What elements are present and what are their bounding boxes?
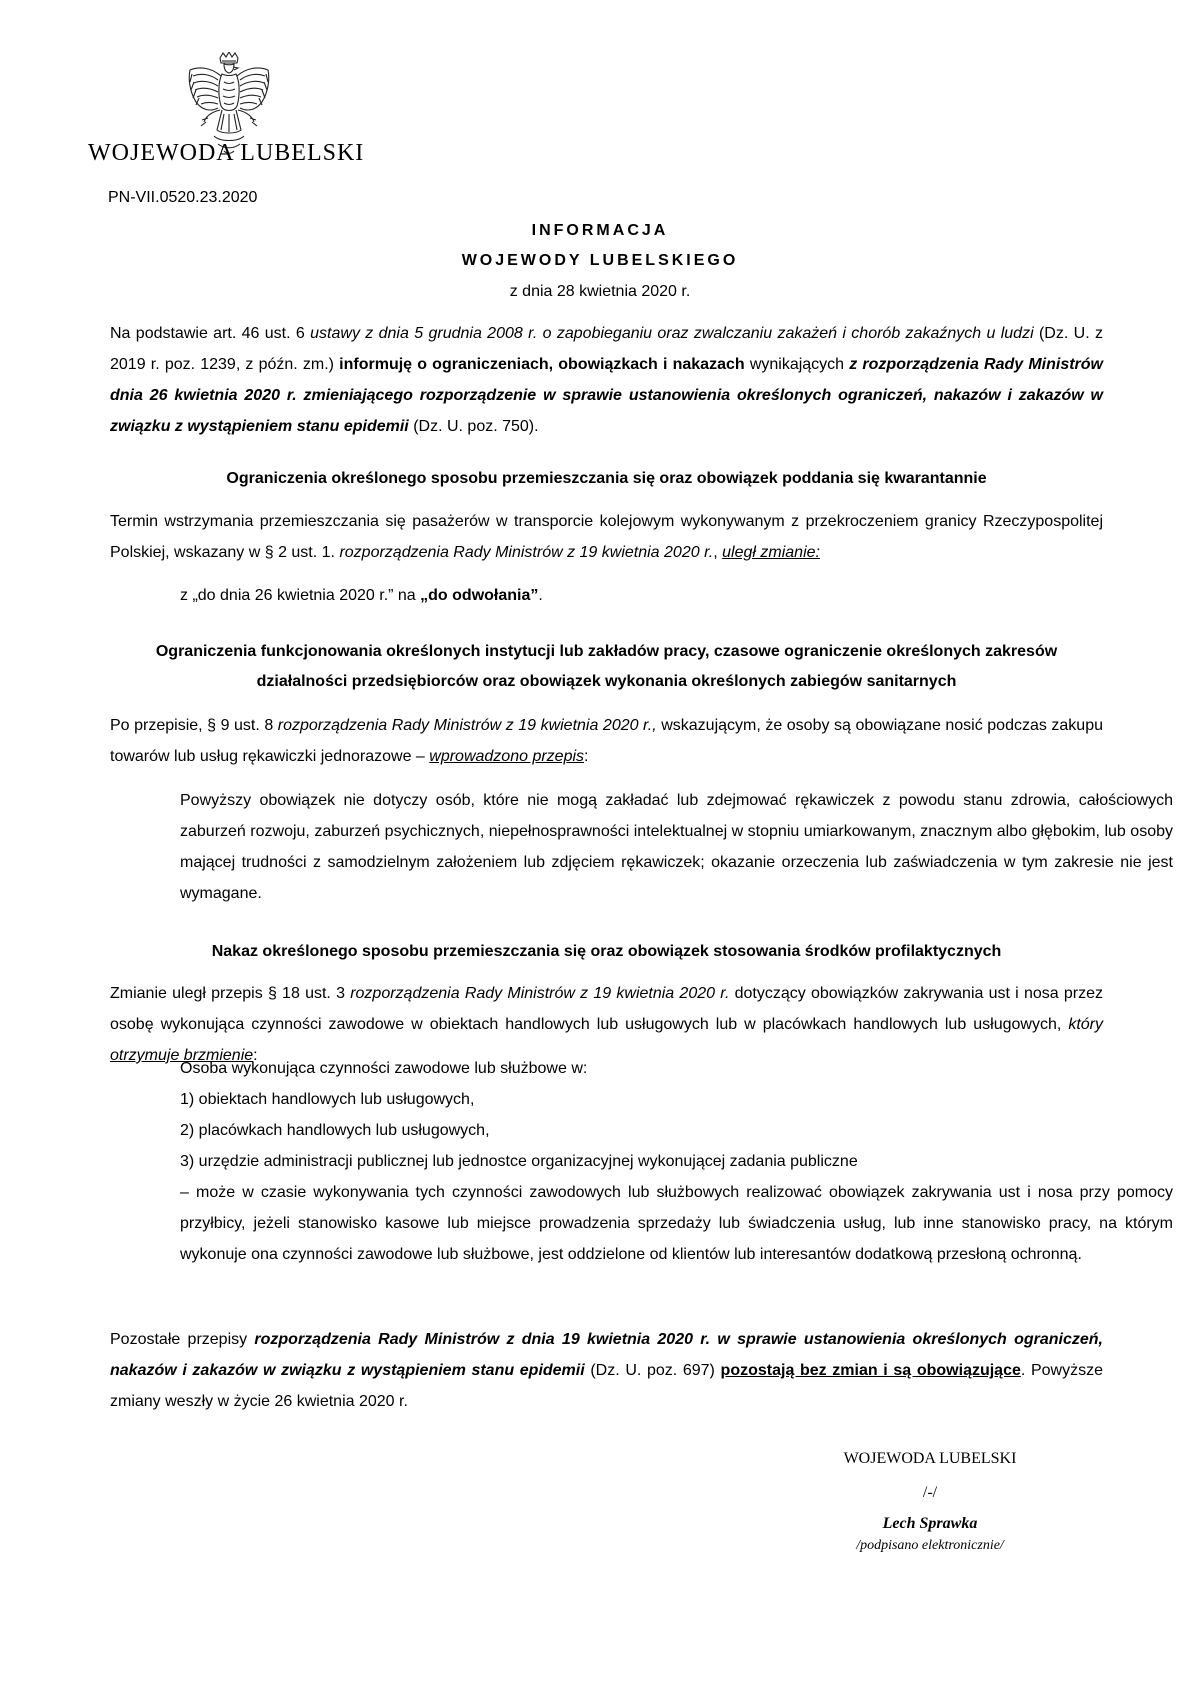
intro-emphasis: informuję o ograniczeniach, obowiązkach i nakazach (339, 356, 745, 373)
quoted-provision (110, 1053, 1173, 1270)
status-emphasis: pozostają bez zmian i są obowiązujące (720, 1362, 1021, 1379)
closing-paragraph (110, 1324, 1103, 1417)
paragraph-text: Termin wstrzymania przemieszczania się pasażerów w transporcie kolejowym wykonywanym z przekroczeniem granicy Rzeczypospolitej Polskiej, wskazany w § 2 ust. 1. (110, 513, 1103, 561)
issuing-authority: WOJEWODA LUBELSKI (88, 140, 365, 166)
list-item: 3) urzędzie administracji publicznej lub jednostce organizacyjnej wykonującej zadania publiczne (180, 1153, 858, 1170)
case-number: PN-VII.0520.23.2020 (108, 189, 258, 206)
quoted-text: Osoba wykonująca czynności zawodowe lub służbowe w: (180, 1060, 588, 1077)
paragraph-text: Zmianie uległ przepis § 18 ust. 3 (110, 985, 351, 1002)
document-date: z dnia 28 kwietnia 2020 r. (509, 283, 691, 300)
intro-text: Na podstawie art. 46 ust. 6 (110, 325, 311, 342)
paragraph-text: Po przepisie, § 9 ust. 8 (110, 717, 278, 734)
change-detail (110, 580, 1173, 611)
signatory-title: WOJEWODA LUBELSKI (843, 1450, 1017, 1467)
intro-text: (Dz. U. z 2019 r. poz. 1239, z późn. zm.) (110, 325, 1103, 373)
change-note: wprowadzono przepis (429, 748, 585, 765)
regulation-reference: rozporządzenia Rady Ministrów z 19 kwietnia 2020 r. (339, 544, 714, 561)
document-title: INFORMACJA (531, 222, 669, 239)
paragraph-text: : (253, 1047, 258, 1064)
signatory-name: Lech Sprawka (882, 1515, 978, 1532)
paragraph-text: z „do dnia 26 kwietnia 2020 r.” na (180, 587, 421, 604)
section-heading: Nakaz określonego sposobu przemieszczania się oraz obowiązek stosowania środków profilaktycznych (211, 943, 1002, 960)
paragraph-text: : (584, 748, 589, 765)
change-note: uległ zmianie: (722, 544, 820, 561)
quoted-text: – może w czasie wykonywania tych czynności zawodowych lub służbowych realizować obowiązek zakrywania ust i nosa przy pomocy przyłbicy, jeżeli stanowisko kasowe lub miejsce prowadzenia sprzedaży lub świadczenia usług, lub inne stanowisko pracy, na którym wykonuje ona czynności zawodowe lub służbowe, jest oddzielone od klientów lub interesantów dodatkową przesłoną ochronną. (180, 1184, 1173, 1263)
section-heading: Ograniczenia funkcjonowania określonych instytucji lub zakładów pracy, czasowe ograniczenie określonych zakresów działalności przedsiębiorców oraz obowiązek wykonania określonych zabiegów sanitarnych (155, 643, 1058, 690)
section-heading: Ograniczenia określonego sposobu przemieszczania się oraz obowiązek poddania się kwarantannie (226, 470, 987, 487)
paragraph-text: , (713, 544, 723, 561)
intro-paragraph (110, 318, 1103, 442)
paragraph-text: . Powyższe zmiany weszły w życie 26 kwietnia 2020 r. (110, 1362, 1104, 1410)
quoted-provision (110, 785, 1173, 909)
electronic-signature-note: /podpisano elektronicznie/ (856, 1538, 1004, 1553)
paragraph-text: Pozostałe przepisy (110, 1331, 255, 1348)
change-emphasis: „do odwołania” (420, 587, 539, 604)
list-item: 1) obiektach handlowych lub usługowych, (180, 1091, 475, 1108)
section-paragraph (110, 710, 1103, 772)
act-reference: ustawy z dnia 5 grudnia 2008 r. o zapobieganiu oraz zwalczaniu zakażeń i chorób zakaźnych u ludzi (310, 325, 1034, 342)
quoted-text: Powyższy obowiązek nie dotyczy osób, które nie mogą zakładać lub zdejmować rękawiczek z powodu stanu zdrowia, całościowych zaburzeń rozwoju, zaburzeń psychicznych, niepełnosprawności intelektualnej w stopniu umiarkowanym, znacznym albo głębokim, lub osoby mającej trudności z samodzielnym założeniem lub zdjęciem rękawiczek; okazanie orzeczenia lub zaświadczenia w tym zakresie nie jest wymagane. (180, 792, 1173, 902)
regulation-reference: rozporządzenia Rady Ministrów z dnia 19 kwietnia 2020 r. w sprawie ustanowienia określonych ograniczeń, nakazów i zakazów w związku z wystąpieniem stanu epidemii (110, 1331, 1104, 1379)
paragraph-text: wskazującym, że osoby są obowiązane nosić podczas zakupu towarów lub usług rękawiczki jednorazowe – (110, 717, 1103, 765)
paragraph-text: dotyczący obowiązków zakrywania ust i nosa przez osobę wykonująca czynności zawodowe w obiektach handlowych lub usługowych lub w placówkach handlowych lub usługowych, (110, 985, 1103, 1033)
intro-text: (Dz. U. poz. 750). (408, 418, 539, 435)
list-item: 2) placówkach handlowych lub usługowych, (180, 1122, 490, 1139)
change-note: otrzymuje brzmienie (110, 1047, 254, 1064)
paragraph-text: (Dz. U. poz. 697) (584, 1362, 721, 1379)
paragraph-text: który (1068, 1016, 1103, 1033)
regulation-reference: z rozporządzenia Rady Ministrów dnia 26 kwietnia 2020 r. zmieniającego rozporządzenie w sprawie ustanowienia określonych ograniczeń, nakazów i zakazów w związku z wystąpieniem stanu epidemii (110, 356, 1103, 435)
paragraph-text: . (538, 587, 543, 604)
regulation-reference: rozporządzenia Rady Ministrów z 19 kwietnia 2020 r. (350, 985, 730, 1002)
section-paragraph (110, 506, 1103, 568)
document-title-authority: WOJEWODY LUBELSKIEGO (461, 252, 739, 269)
signature-mark: /-/ (922, 1484, 938, 1501)
regulation-reference: rozporządzenia Rady Ministrów z 19 kwietnia 2020 r., (277, 717, 657, 734)
intro-text: wynikających (744, 356, 850, 373)
